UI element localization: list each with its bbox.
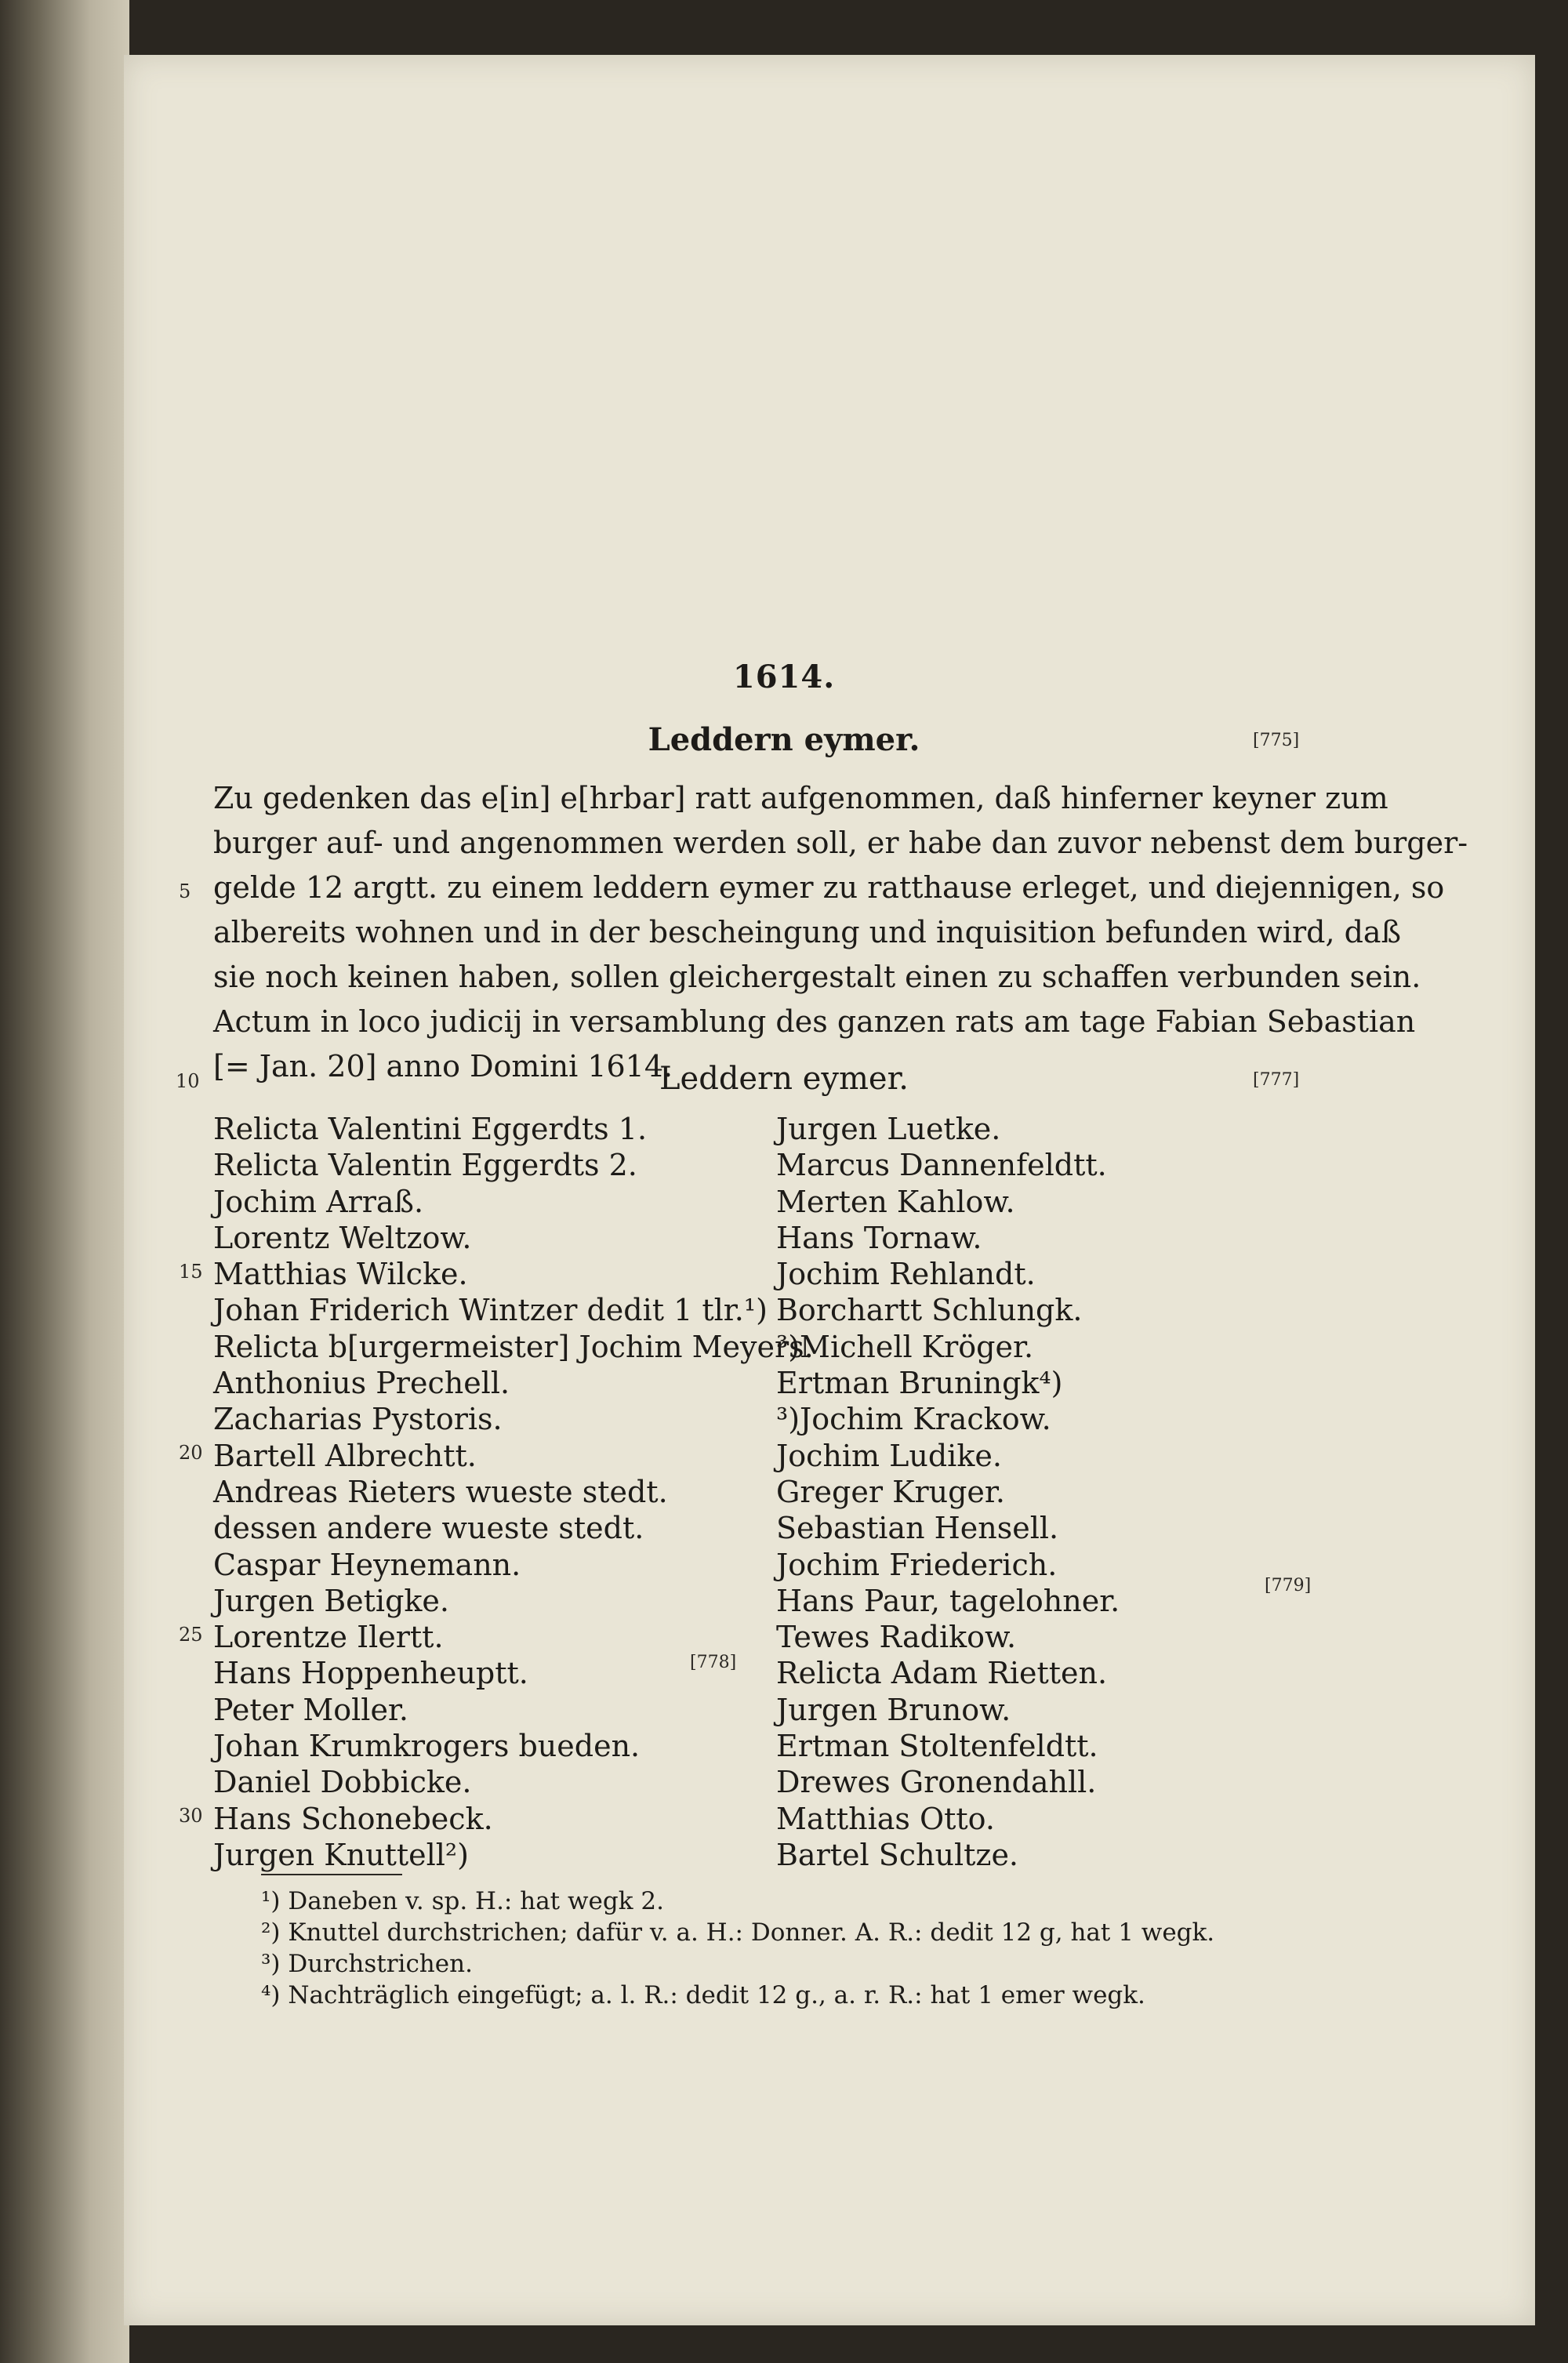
list-item: Daniel Dobbicke. [213,1765,472,1800]
list-item: Jochim Arraß. [213,1184,424,1219]
list-item: Merten Kahlow. [776,1184,1015,1219]
paragraph-line: [= Jan. 20] anno Domini 1614. [213,1049,673,1083]
section-heading: Leddern eymer. [648,721,920,758]
list-item: Relicta Adam Rietten. [776,1656,1108,1691]
paragraph-line: sie noch keinen haben, sollen gleichergestalt einen zu schaffen verbunden sein. [213,960,1421,994]
list-item: Jochim Ludike. [776,1438,1002,1473]
list-item: Relicta Valentin Eggerdts 2. [213,1148,637,1183]
line-number: 20 [179,1442,203,1464]
list-item: Jurgen Knuttell²) [213,1837,469,1872]
decree-paragraph [213,776,1468,1089]
list-item: Matthias Otto. [776,1801,995,1836]
list-item: Sebastian Hensell. [776,1511,1059,1546]
list-item: Relicta b[urgermeister] Jochim Meyers. [213,1329,814,1364]
list-item: Hans Hoppenheuptt. [213,1656,528,1691]
line-number: 10 [176,1070,200,1092]
list-item: Ertman Stoltenfeldtt. [776,1729,1098,1764]
page-reference: [775] [1253,731,1300,750]
list-item: Marcus Dannenfeldtt. [776,1148,1107,1183]
names-left-column [213,1111,814,1873]
paragraph-line: gelde 12 argtt. zu einem leddern eymer zu ratthause erleget, und diejennigen, so [213,870,1445,905]
list-item: ³)Jochim Krackow. [776,1402,1051,1437]
list-item: ³)Michell Kröger. [776,1329,1034,1364]
paragraph-line: burger auf- und angenommen werden soll, er habe dan zuvor nebenst dem burger- [213,826,1468,860]
line-number: 30 [179,1805,203,1827]
paragraph-line: Actum in loco judicij in versamblung des ganzen rats am tage Fabian Sebastian [213,1004,1416,1039]
list-item: Relicta Valentini Eggerdts 1. [213,1112,648,1146]
list-item: Lorentze Ilertt. [213,1620,444,1655]
list-item: Borchartt Schlungk. [776,1293,1083,1328]
list-item: Andreas Rieters wueste stedt. [213,1474,668,1509]
footnotes [261,1886,1214,2011]
list-item: Jurgen Luetke. [776,1112,1001,1146]
list-item: Jochim Rehlandt. [776,1257,1036,1292]
list-item: Matthias Wilcke. [213,1257,468,1292]
line-number: 5 [179,880,191,902]
list-heading: Leddern eymer. [659,1061,909,1097]
line-number: 15 [179,1261,203,1283]
page-reference: [779] [1265,1576,1312,1595]
page-reference: [778] [690,1653,737,1672]
footnote-divider [261,1874,402,1875]
page-reference: [777] [1253,1070,1300,1090]
list-item: Jurgen Betigke. [213,1583,449,1618]
list-item: Hans Tornaw. [776,1220,982,1255]
footnote: ³) Durchstrichen. [261,1950,473,1978]
footnote: ¹) Daneben v. sp. H.: hat wegk 2. [261,1887,664,1915]
paragraph-line: albereits wohnen und in der bescheingung und inquisition befunden wird, daß [213,915,1401,949]
list-item: Ertman Bruningk⁴) [776,1366,1063,1401]
list-item: Bartel Schultze. [776,1837,1019,1872]
list-item: Jochim Friederich. [776,1547,1058,1582]
list-item: Greger Kruger. [776,1474,1005,1509]
list-item: Drewes Gronendahll. [776,1765,1097,1800]
list-item: Anthonius Prechell. [213,1366,510,1401]
list-item: Lorentz Weltzow. [213,1220,472,1255]
list-item: dessen andere wueste stedt. [213,1511,644,1546]
list-item: Tewes Radikow. [776,1620,1017,1655]
list-item: Johan Krumkrogers bueden. [213,1729,641,1764]
year-heading: 1614. [732,659,836,695]
list-item: Jurgen Brunow. [776,1692,1011,1727]
book-spine [0,0,129,2363]
line-number: 25 [179,1624,203,1646]
footnote: ²) Knuttel durchstrichen; dafür v. a. H.: Donner. A. R.: dedit 12 g, hat 1 wegk. [261,1918,1215,1947]
list-item: Bartell Albrechtt. [213,1438,477,1473]
list-item: Peter Moller. [213,1692,409,1727]
paragraph-line: Zu gedenken das e[in] e[hrbar] ratt aufgenommen, daß hinferner keyner zum [213,781,1388,815]
list-item: Zacharias Pystoris. [213,1402,503,1437]
list-item: Johan Friderich Wintzer dedit 1 tlr.¹) [213,1293,768,1328]
footnote: ⁴) Nachträglich eingefügt; a. l. R.: dedit 12 g., a. r. R.: hat 1 emer wegk. [261,1981,1145,2009]
names-right-column [776,1111,1120,1873]
list-item: Hans Paur, tagelohner. [776,1583,1120,1618]
list-item: Caspar Heynemann. [213,1547,521,1582]
list-item: Hans Schonebeck. [213,1801,493,1836]
